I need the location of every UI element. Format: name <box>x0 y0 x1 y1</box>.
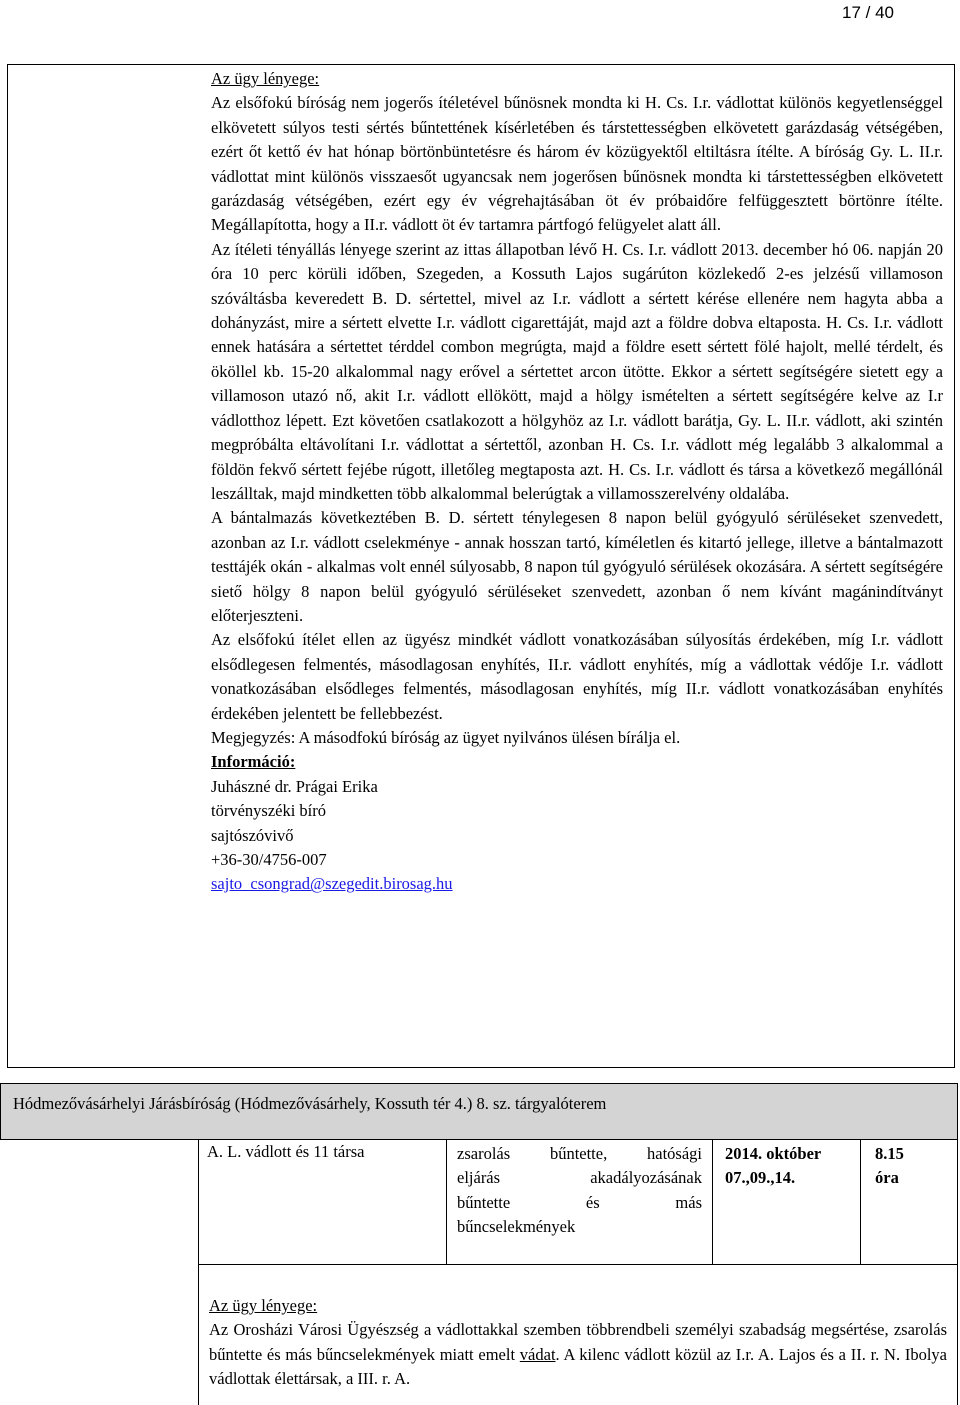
date-line: 07.,09.,14. <box>725 1168 796 1188</box>
case-heading-2: Az ügy lényege: <box>209 1296 318 1315</box>
time-line: 8.15 <box>875 1144 904 1163</box>
charge-line: zsarolás bűntette, hatósági <box>457 1144 702 1163</box>
case-content-2 <box>209 1294 947 1392</box>
summary-text-1: Az Orosházi Városi Ügyészség a vádlottakkal szemben többrendbeli személyi szabadság megsértése, zsarolás bűntette és más bűncselekmények miatt emelt <box>209 1320 947 1364</box>
charge-line: bűncselekmények <box>457 1217 576 1237</box>
contact-email-link[interactable]: sajto_csongrad@szegedit.birosag.hu <box>211 874 453 894</box>
time-cell <box>861 1140 957 1264</box>
facts-paragraph: Az ítéleti tényállás lényege szerint az ittas állapotban lévő H. Cs. I.r. vádlott 2013. december hó 06. napján 20 óra 10 perc körüli időben, Szegeden, a Kossuth Lajos sugárúton közlekedő 2-es jelzésű villamoson szóváltásba keveredett B. D. sértettel, mivel az I.r. vádlott a sértett kérése ellenére nem hagyta abba a dohányzást, mire a sértett elvette I.r. vádlott cigarettáját, majd azt a földre dobva eltaposta. H. Cs. I.r. vádlott ennek hatására a sértettet térddel combon megrúgta, majd a földre esett sértett fölé hajolt, mellé térdelt, és ököllel kb. 15-20 alkalommal nagy erővel a sértettet arcon ütötte. Ekkor a sértett segítségére sietett egy a villamoson utazó nő, akit I.r. vádlott ellökött, majd a hölgy ismételten a sértett segítségére kelve az I.r vádlotthoz lépett. Ezt követően csatlakozott a hölgyhöz az I.r. vádlott barátja, Gy. L. II.r. vádlott, aki szintén megpróbálta eltávolítani I.r. vádlottat a sértettől, azonban H. Cs. I.r. vádlott még legalább 3 alkalommal a földön fekvő sértett fejébe rúgott, illetőleg megtaposta azt. H. Cs. I.r. vádlott és társa a következő megállónál leszálltak, majd mindketten több alkalommal belerúgtak a villamosszerelvény oldalába. <box>211 239 943 503</box>
date-line: 2014. október <box>725 1144 822 1163</box>
case-row-2 <box>198 1140 958 1265</box>
summary-text-2: . A kilenc vádlott közül az I.r. A. Lajos és a II. r. N. Ibolya vádlottak élettársak, a III. r. A. <box>209 1344 947 1389</box>
charge-cell <box>447 1140 713 1264</box>
contact-name: Juhászné dr. Prágai Erika <box>211 776 378 796</box>
page-number: 17 / 40 <box>842 3 894 22</box>
appeal-paragraph: Az elsőfokú ítélet ellen az ügyész mindkét vádlott vonatkozásában súlyosítás érdekében, míg I.r. vádlott elsődlegesen felmentés, másodlagosan enyhítés, II.r. vádlott enyhítés, míg a vádlottak védője I.r. vádlott vonatkozásában elsődleges felmentés, másodlagosan enyhítés, míg II.r. vádlott vonatkozásában enyhítés érdekében jelentett be fellebbezést. <box>211 630 943 723</box>
injury-paragraph: A bántalmazás következtében B. D. sértett ténylegesen 8 napon belül gyógyuló sérüléseket szenvedett, azonban az I.r. vádlott cselekménye - annak hosszan tartó, kíméletlen és kitartó jellege, illetve a bántalmazott testtájék okán - alkalmas volt ennél súlyosabb, 8 napon túl gyógyuló sérülések okozására. A sértett segítségére siető hölgy 8 napon belül gyógyuló sérüléseket szenvedett, azonban ő nem kívánt magánindítványt előterjeszteni. <box>211 508 943 625</box>
date-cell <box>713 1140 861 1264</box>
contact-role-judge: törvényszéki bíró <box>211 801 327 821</box>
defendant-cell: A. L. vádlott és 11 társa <box>199 1140 447 1264</box>
contact-phone: +36-30/4756-007 <box>211 850 327 869</box>
case-block-1 <box>7 64 955 1068</box>
courtroom-header <box>0 1083 958 1140</box>
case-block-2 <box>198 1265 958 1405</box>
courtroom-title: Hódmezővásárhelyi Járásbíróság (Hódmezővásárhely, Kossuth tér 4.) 8. sz. tárgyalóterem <box>13 1094 607 1113</box>
case-heading-1: Az ügy lényege: <box>211 69 320 88</box>
contact-role-spokesperson: sajtószóvivő <box>211 825 294 845</box>
charge-line: eljárás akadályozásának <box>457 1168 702 1188</box>
case-summary-2 <box>209 1318 947 1391</box>
charge-line: bűntette és más <box>457 1192 702 1212</box>
info-heading: Információ: <box>211 752 296 772</box>
note-paragraph: Megjegyzés: A másodfokú bíróság az ügyet nyilvános ülésen bírálja el. <box>211 727 681 747</box>
summary-underlined: vádat <box>519 1344 556 1364</box>
case-content-1 <box>211 67 943 897</box>
verdict-paragraph: Az elsőfokú bíróság nem jogerős ítéletével bűnösnek mondta ki H. Cs. I.r. vádlottat különös kegyetlenséggel elkövetett súlyos testi sértés bűntettének kísérletében és társtettességben elkövetett garázdaság vétségében, ezért őt kettő év hat hónap börtönbüntetésre és három év közügyektől eltiltásra ítélte. A bíróság Gy. L. II.r. vádlottat mint különös visszaesőt ugyancsak nem jogerősen bűnösnek mondta ki társtettességben elkövetett garázdaság vétségében, ezért egy év végrehajtásában öt év próbaidőre felfüggesztett börtönre ítélte. Megállapította, hogy a II.r. vádlott öt év tartamra pártfogó felügyelet alatt áll. <box>211 93 943 235</box>
time-line: óra <box>875 1168 899 1188</box>
